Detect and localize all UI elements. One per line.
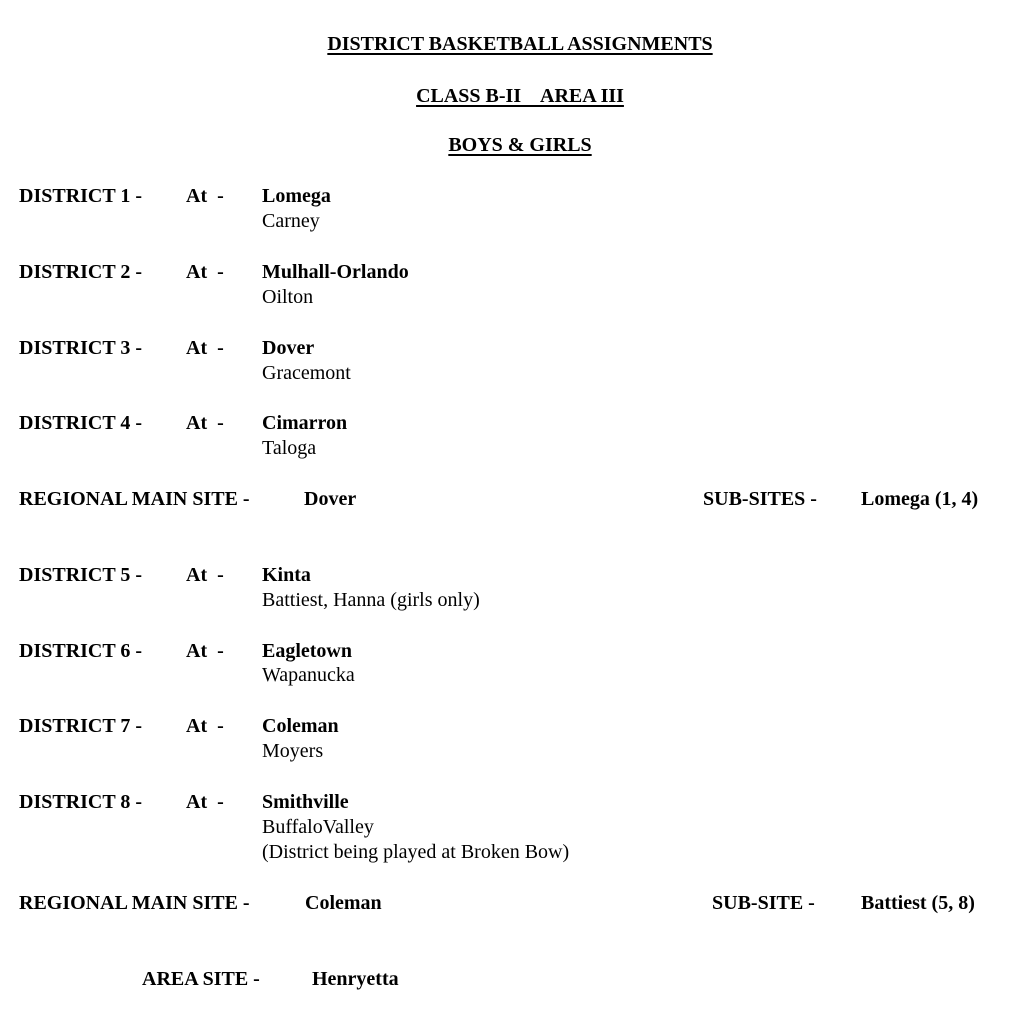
class-area-heading: CLASS B-II AREA III: [416, 85, 624, 107]
area-site: Henryetta: [312, 968, 399, 990]
district-member: Taloga: [262, 437, 317, 459]
district-label: DISTRICT 7 -: [19, 715, 142, 737]
district-host: Coleman: [262, 715, 339, 737]
district-member: Moyers: [262, 740, 324, 762]
district-label: DISTRICT 5 -: [19, 564, 142, 586]
area-site-label: AREA SITE -: [142, 968, 260, 990]
district-host: Cimarron: [262, 412, 348, 434]
district-host: Smithville: [262, 791, 349, 813]
district-label: DISTRICT 3 -: [19, 337, 142, 359]
district-note: (District being played at Broken Bow): [262, 841, 570, 863]
district-host: Mulhall-Orlando: [262, 261, 409, 283]
district-host: Dover: [262, 337, 315, 359]
district-label: DISTRICT 8 -: [19, 791, 142, 813]
page-title: DISTRICT BASKETBALL ASSIGNMENTS: [327, 33, 713, 55]
district-at-label: At -: [186, 791, 224, 813]
district-at-label: At -: [186, 640, 224, 662]
district-member: BuffaloValley: [262, 816, 374, 838]
district-member: Battiest, Hanna (girls only): [262, 589, 480, 611]
district-member: Oilton: [262, 286, 314, 308]
district-at-label: At -: [186, 185, 224, 207]
regional-main-site-label: REGIONAL MAIN SITE -: [19, 488, 250, 510]
district-label: DISTRICT 2 -: [19, 261, 142, 283]
district-label: DISTRICT 4 -: [19, 412, 142, 434]
regional-sub-site-label: SUB-SITES -: [703, 488, 817, 510]
district-member: Wapanucka: [262, 664, 355, 686]
district-at-label: At -: [186, 715, 224, 737]
regional-main-site: Coleman: [305, 892, 382, 914]
regional-sub-site: Lomega (1, 4): [861, 488, 979, 510]
district-at-label: At -: [186, 261, 224, 283]
district-label: DISTRICT 1 -: [19, 185, 142, 207]
regional-main-site: Dover: [304, 488, 357, 510]
district-member: Carney: [262, 210, 320, 232]
district-host: Kinta: [262, 564, 311, 586]
district-at-label: At -: [186, 412, 224, 434]
district-at-label: At -: [186, 564, 224, 586]
division-heading: BOYS & GIRLS: [448, 134, 592, 156]
district-member: Gracemont: [262, 362, 351, 384]
regional-sub-site-label: SUB-SITE -: [712, 892, 815, 914]
district-host: Lomega: [262, 185, 331, 207]
regional-sub-site: Battiest (5, 8): [861, 892, 975, 914]
district-label: DISTRICT 6 -: [19, 640, 142, 662]
district-at-label: At -: [186, 337, 224, 359]
district-host: Eagletown: [262, 640, 352, 662]
regional-main-site-label: REGIONAL MAIN SITE -: [19, 892, 250, 914]
